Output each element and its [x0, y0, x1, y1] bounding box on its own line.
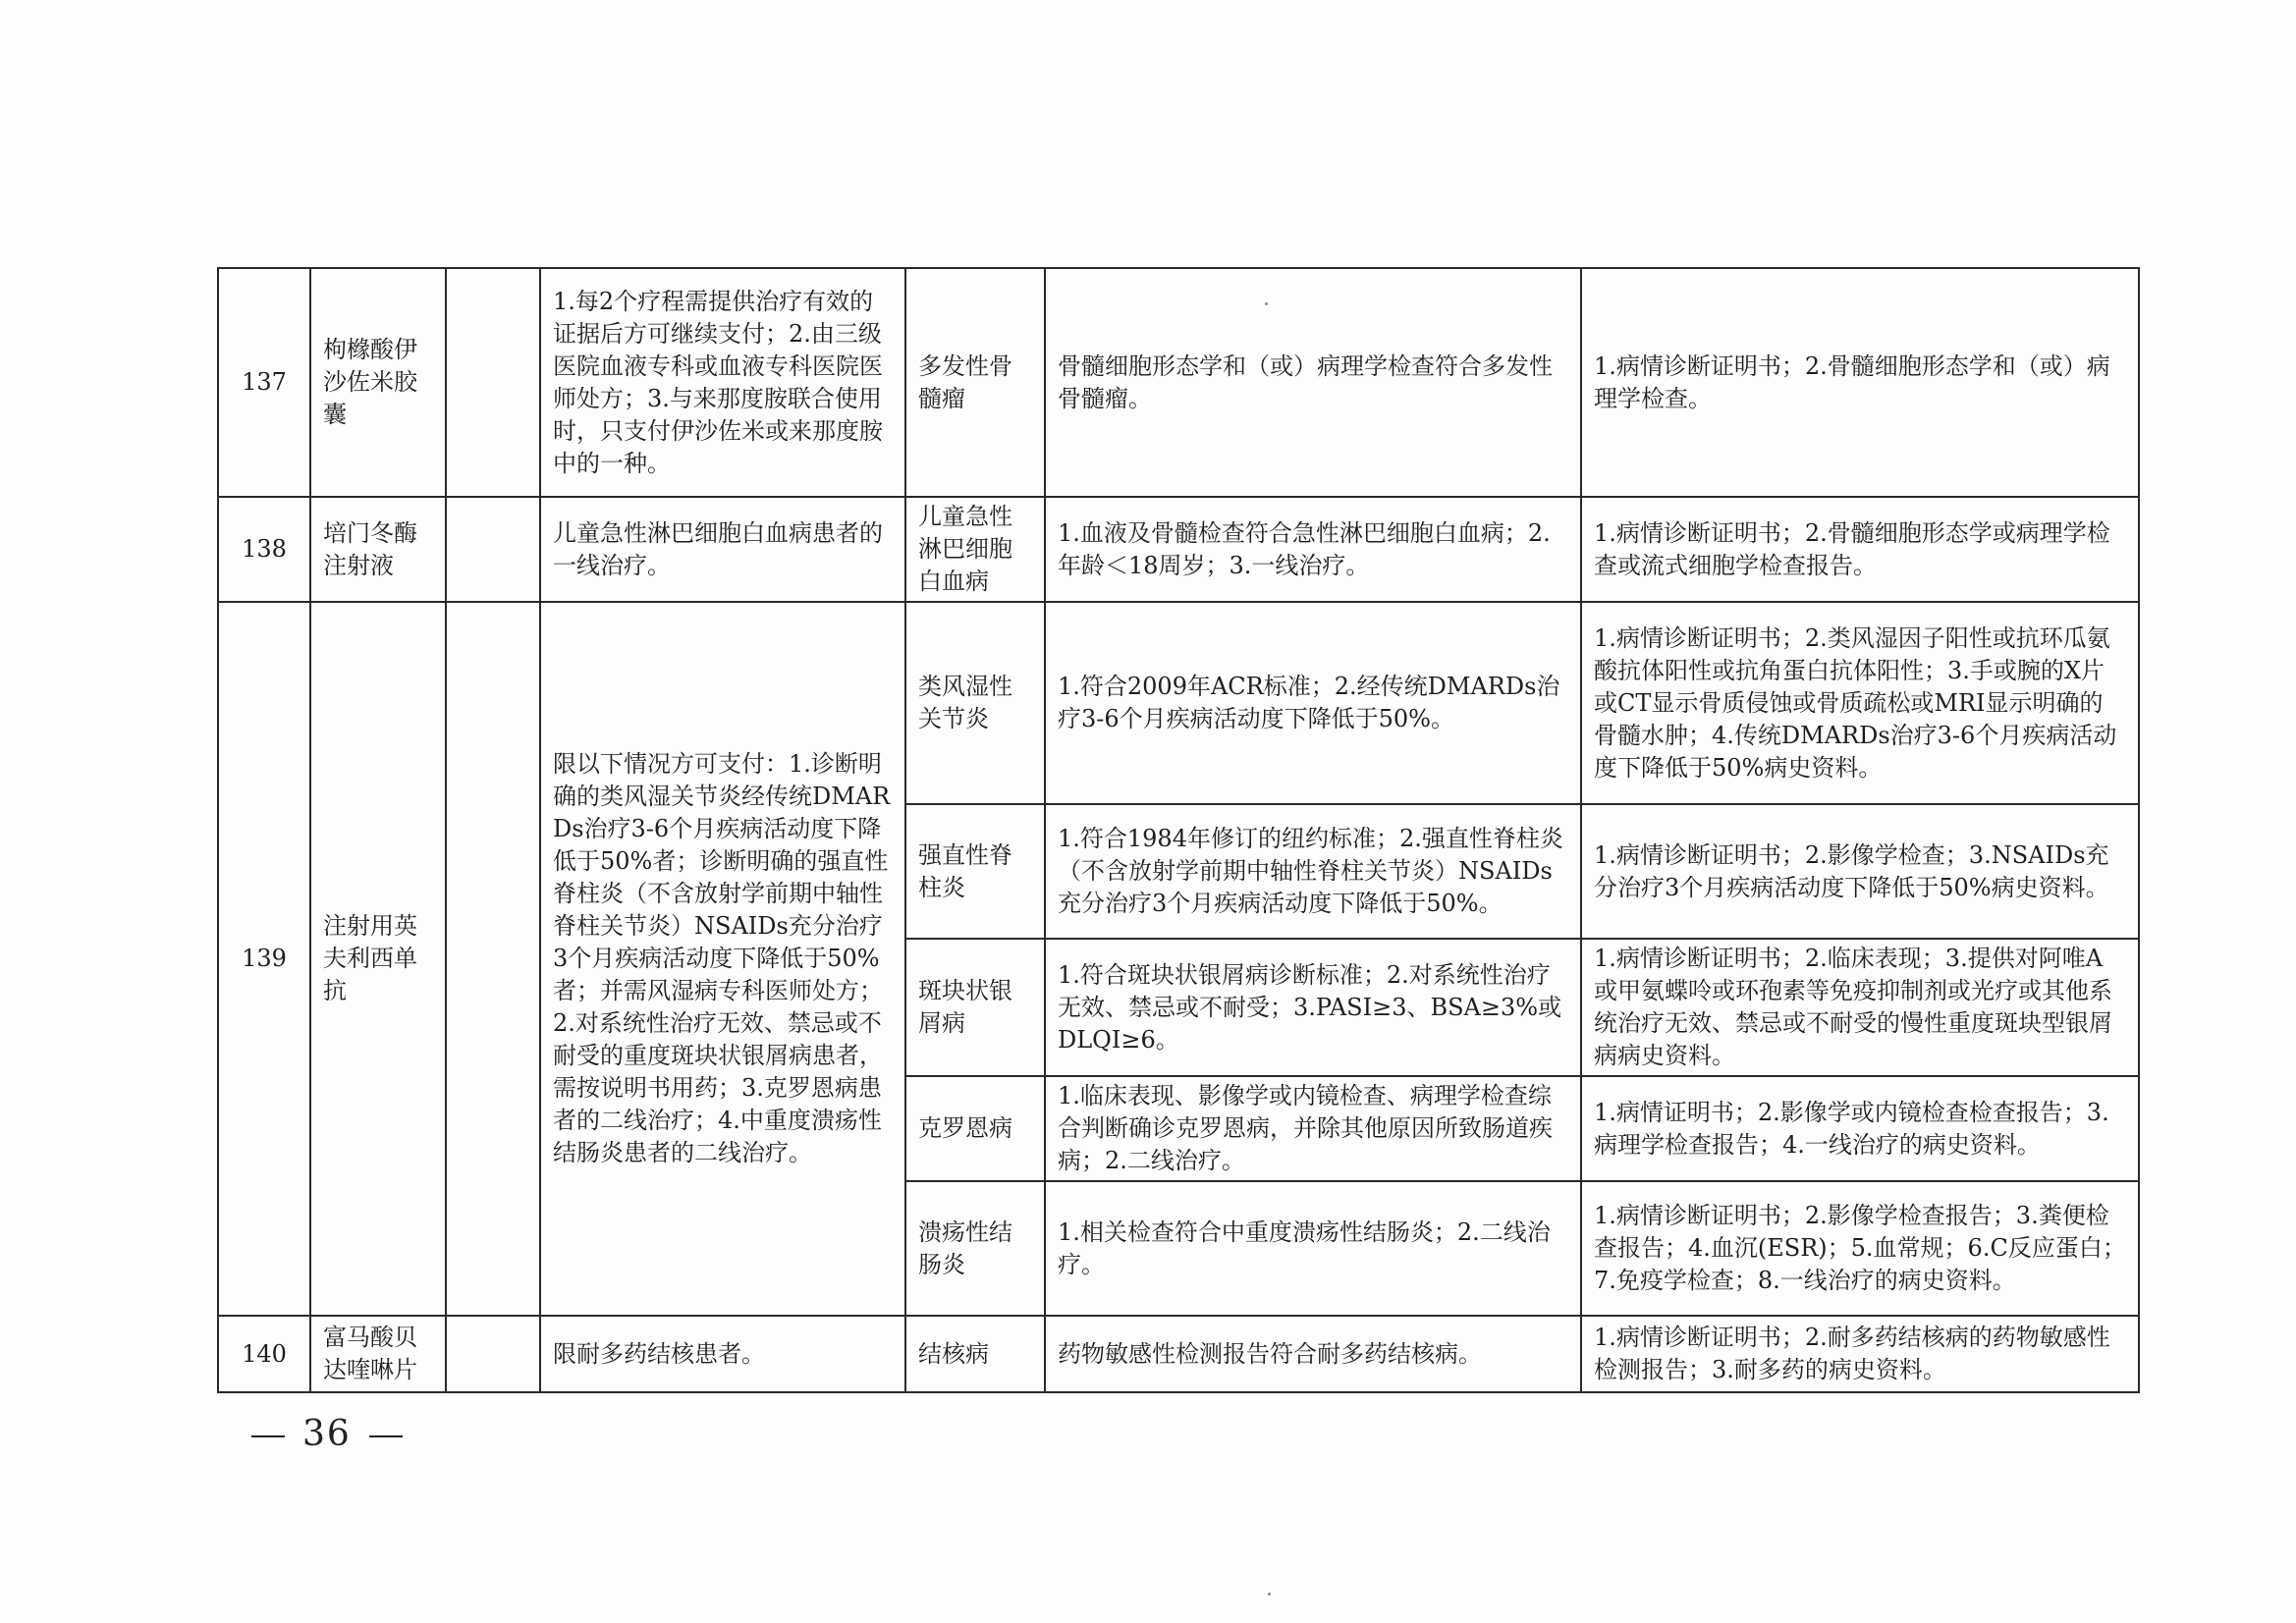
table-row — [218, 497, 2139, 602]
dash-left — [251, 1435, 285, 1437]
page-number — [234, 1414, 420, 1454]
drug-reimbursement-table — [217, 267, 2140, 1393]
required-materials: 1.病情诊断证明书；2.骨髓细胞形态学或病理学检查或流式细胞学检查报告。 — [1581, 497, 2139, 602]
row-number: 137 — [218, 268, 310, 497]
required-materials: 1.病情诊断证明书；2.类风湿因子阳性或抗环瓜氨酸抗体阳性或抗角蛋白抗体阳性；3.手或腕的X片或CT显示骨质侵蚀或骨质疏松或MRI显示明确的骨髓水肿；4.传统DMARDs治疗3-6个月疾病活动度下降低于50%病史资料。 — [1581, 602, 2139, 804]
page-number-text: 36 — [302, 1414, 352, 1454]
blank-cell — [446, 1316, 540, 1392]
blank-cell — [446, 268, 540, 497]
dash-right — [369, 1435, 403, 1437]
diagnostic-criteria: 1.符合1984年修订的纽约标准；2.强直性脊柱炎（不含放射学前期中轴性脊柱关节炎）NSAIDs充分治疗3个月疾病活动度下降低于50%。 — [1045, 804, 1581, 939]
blank-cell — [446, 602, 540, 1316]
diagnostic-criteria: 1.符合2009年ACR标准；2.经传统DMARDs治疗3-6个月疾病活动度下降低于50%。 — [1045, 602, 1581, 804]
drug-name: 培门冬酶注射液 — [310, 497, 446, 602]
required-materials: 1.病情诊断证明书；2.耐多药结核病的药物敏感性检测报告；3.耐多药的病史资料。 — [1581, 1316, 2139, 1392]
indication: 斑块状银屑病 — [905, 939, 1045, 1076]
scan-speck — [1268, 1593, 1271, 1596]
diagnostic-criteria: 1.相关检查符合中重度溃疡性结肠炎；2.二线治疗。 — [1045, 1181, 1581, 1316]
indication: 克罗恩病 — [905, 1076, 1045, 1181]
table-row — [218, 602, 2139, 804]
table-row — [218, 1316, 2139, 1392]
indication: 结核病 — [905, 1316, 1045, 1392]
payment-restriction: 1.每2个疗程需提供治疗有效的证据后方可继续支付；2.由三级医院血液专科或血液专科医院医师处方；3.与来那度胺联合使用时，只支付伊沙佐米或来那度胺中的一种。 — [540, 268, 905, 497]
drug-name: 枸橼酸伊沙佐米胶囊 — [310, 268, 446, 497]
required-materials: 1.病情诊断证明书；2.骨髓细胞形态学和（或）病理学检查。 — [1581, 268, 2139, 497]
indication: 类风湿性关节炎 — [905, 602, 1045, 804]
indication: 溃疡性结肠炎 — [905, 1181, 1045, 1316]
indication: 多发性骨髓瘤 — [905, 268, 1045, 497]
diagnostic-criteria: 药物敏感性检测报告符合耐多药结核病。 — [1045, 1316, 1581, 1392]
required-materials: 1.病情诊断证明书；2.影像学检查；3.NSAIDs充分治疗3个月疾病活动度下降低于50%病史资料。 — [1581, 804, 2139, 939]
required-materials: 1.病情诊断证明书；2.影像学检查报告；3.粪便检查报告；4.血沉(ESR)；5.血常规；6.C反应蛋白；7.免疫学检查；8.一线治疗的病史资料。 — [1581, 1181, 2139, 1316]
drug-name: 富马酸贝达喹啉片 — [310, 1316, 446, 1392]
diagnostic-criteria: 骨髓细胞形态学和（或）病理学检查符合多发性骨髓瘤。 — [1045, 268, 1581, 497]
row-number: 140 — [218, 1316, 310, 1392]
diagnostic-criteria: 1.血液及骨髓检查符合急性淋巴细胞白血病；2.年龄＜18周岁；3.一线治疗。 — [1045, 497, 1581, 602]
diagnostic-criteria: 1.符合斑块状银屑病诊断标准；2.对系统性治疗无效、禁忌或不耐受；3.PASI≥3、BSA≥3%或DLQI≥6。 — [1045, 939, 1581, 1076]
row-number: 139 — [218, 602, 310, 1316]
payment-restriction: 儿童急性淋巴细胞白血病患者的一线治疗。 — [540, 497, 905, 602]
payment-restriction: 限以下情况方可支付：1.诊断明确的类风湿关节炎经传统DMARDs治疗3-6个月疾病活动度下降低于50%者；诊断明确的强直性脊柱炎（不含放射学前期中轴性脊柱关节炎）NSAIDs充分治疗3个月疾病活动度下降低于50%者；并需风湿病专科医师处方；2.对系统性治疗无效、禁忌或不耐受的重度斑块状银屑病患者，需按说明书用药；3.克罗恩病患者的二线治疗；4.中重度溃疡性结肠炎患者的二线治疗。 — [540, 602, 905, 1316]
indication: 强直性脊柱炎 — [905, 804, 1045, 939]
indication: 儿童急性淋巴细胞白血病 — [905, 497, 1045, 602]
payment-restriction: 限耐多药结核患者。 — [540, 1316, 905, 1392]
required-materials: 1.病情诊断证明书；2.临床表现；3.提供对阿唯A或甲氨蝶呤或环孢素等免疫抑制剂或光疗或其他系统治疗无效、禁忌或不耐受的慢性重度斑块型银屑病病史资料。 — [1581, 939, 2139, 1076]
table-row — [218, 268, 2139, 497]
diagnostic-criteria: 1.临床表现、影像学或内镜检查、病理学检查综合判断确诊克罗恩病，并除其他原因所致肠道疾病；2.二线治疗。 — [1045, 1076, 1581, 1181]
row-number: 138 — [218, 497, 310, 602]
required-materials: 1.病情证明书；2.影像学或内镜检查检查报告；3.病理学检查报告；4.一线治疗的病史资料。 — [1581, 1076, 2139, 1181]
blank-cell — [446, 497, 540, 602]
scan-speck — [1265, 302, 1268, 305]
drug-name: 注射用英夫利西单抗 — [310, 602, 446, 1316]
